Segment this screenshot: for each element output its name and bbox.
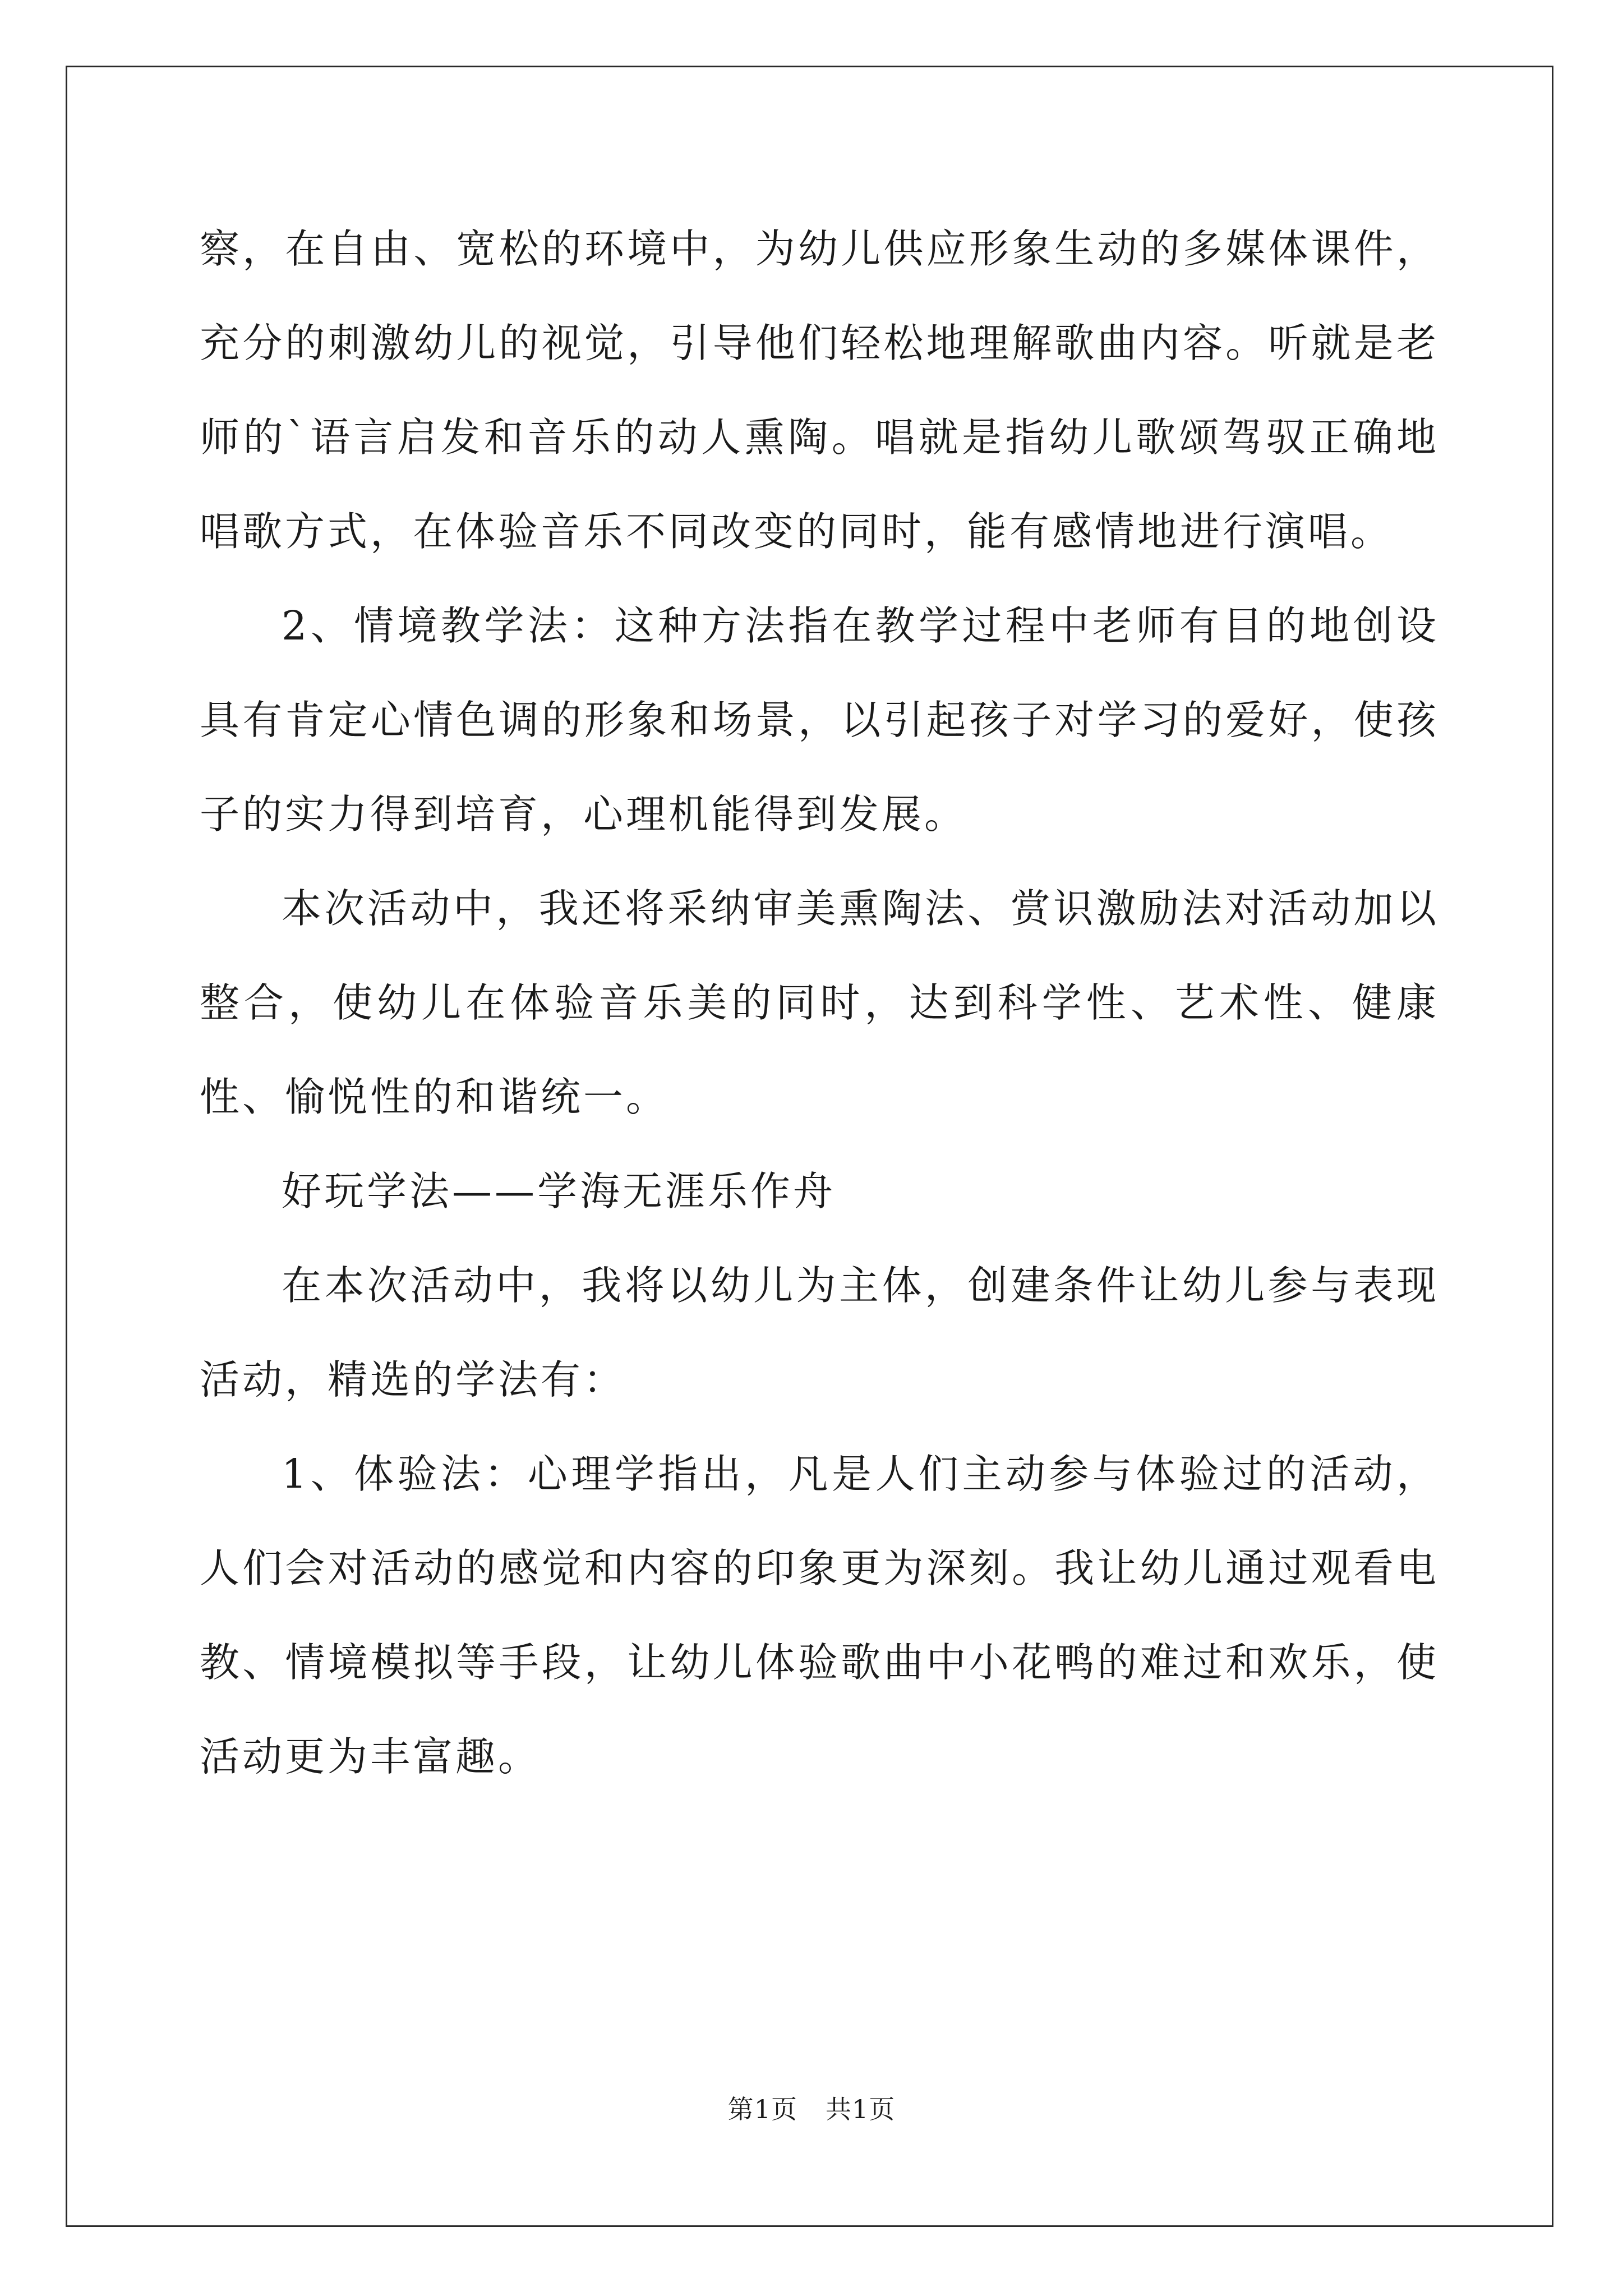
section-heading-learning-methods: 好玩学法——学海无涯乐作舟 xyxy=(282,1168,836,1214)
paragraph-5: 1、体验法：心理学指出，凡是人们主动参与体验过的活动，人们会对活动的感觉和内容的印象更为深刻。我让幼儿通过观看电教、情境模拟等手段，让幼儿体验歌曲中小花鸭的难过和欢乐，使活动更为丰富趣。 xyxy=(200,1451,1439,1780)
paragraph-4: 在本次活动中，我将以幼儿为主体，创建条件让幼儿参与表现活动，精选的学法有： xyxy=(200,1262,1439,1403)
document-body xyxy=(200,202,1439,1804)
page-number-total: 共1页 xyxy=(826,2094,896,2124)
page-footer xyxy=(0,2092,1623,2126)
page-number-current: 第1页 xyxy=(727,2094,797,2124)
paragraph-1: 察，在自由、宽松的环境中，为幼儿供应形象生动的多媒体课件，充分的刺激幼儿的视觉，引导他们轻松地理解歌曲内容。听就是老师的`语言启发和音乐的动人熏陶。唱就是指幼儿歌颂驾驭正确地唱歌方式，在体验音乐不同改变的同时，能有感情地进行演唱。 xyxy=(200,226,1439,555)
paragraph-3: 本次活动中，我还将采纳审美熏陶法、赏识激励法对活动加以整合，使幼儿在体验音乐美的同时，达到科学性、艺术性、健康性、愉悦性的和谐统一。 xyxy=(200,885,1439,1120)
paragraph-2: 2、情境教学法：这种方法指在教学过程中老师有目的地创设具有肯定心情色调的形象和场景，以引起孩子对学习的爱好，使孩子的实力得到培育，心理机能得到发展。 xyxy=(200,602,1439,838)
